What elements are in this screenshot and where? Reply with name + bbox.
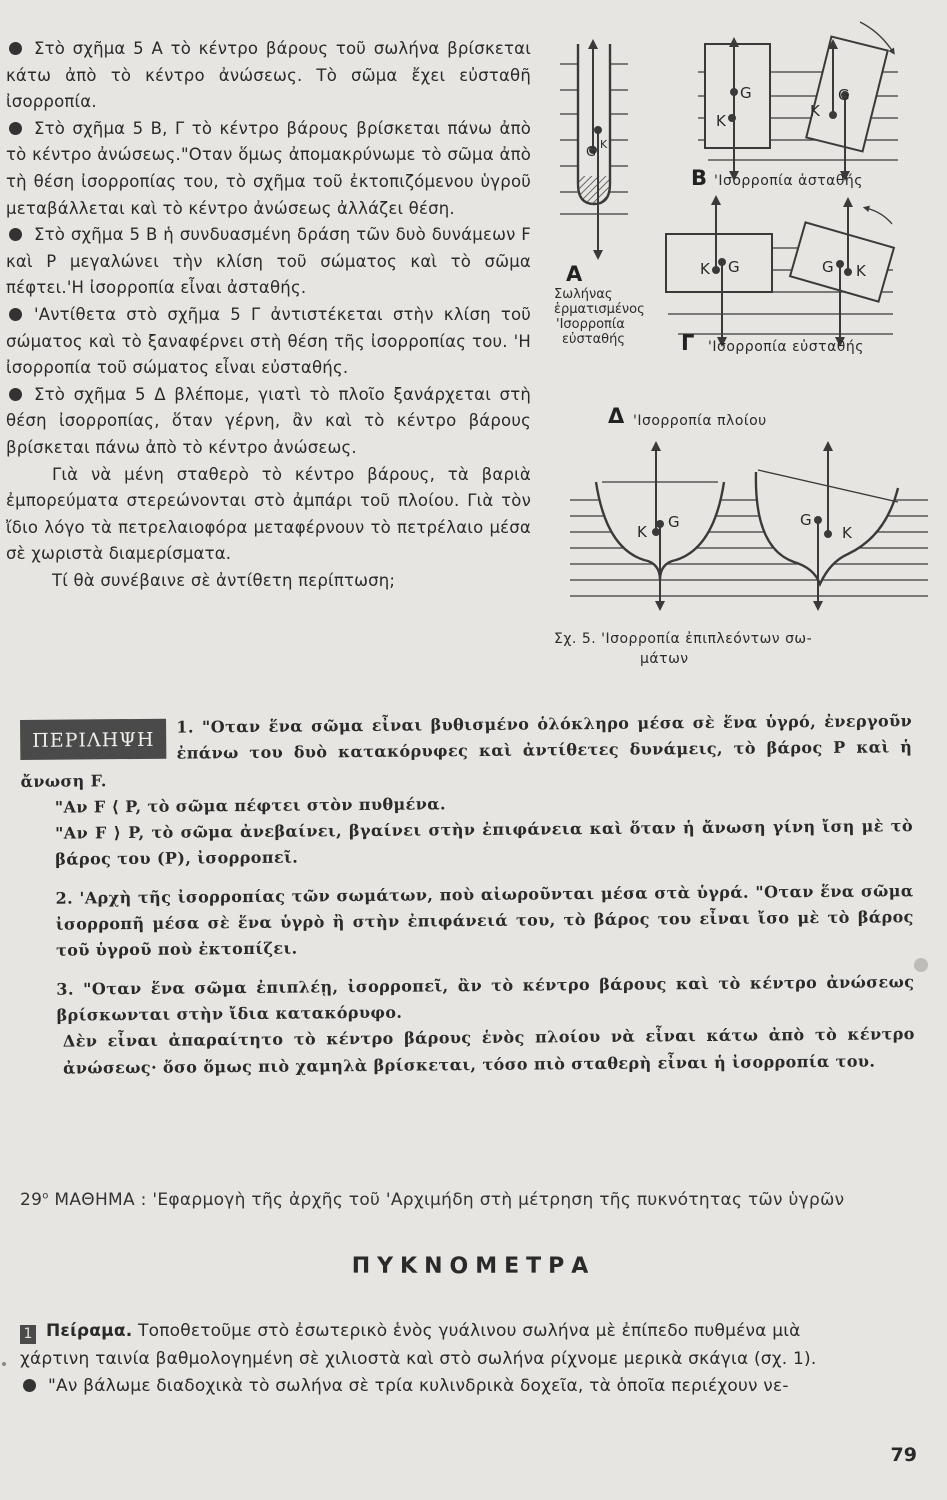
label-g: G — [838, 86, 850, 104]
summary-badge: ΠΕΡΙΛΗΨΗ — [20, 719, 167, 761]
caption-c: 'Ισορροπία εὐσταθής — [708, 339, 864, 355]
summary-item-1a: "Αν F ⟨ P, τὸ σῶμα πέφτει στὸν πυθμένα. — [54, 794, 446, 817]
figure-caption: μάτων — [640, 651, 689, 667]
caption-a: 'Ισορροπία — [556, 317, 625, 332]
intro-paragraph: Στὸ σχῆμα 5 Α τὸ κέντρο βάρους τοῦ σωλήνα βρίσκεται κάτω ἀπὸ τὸ κέντρο ἀνώσεως. Τὸ σῶμα ἔχει εὐσταθῆ ἰσορροπία. — [6, 39, 531, 112]
intro-paragraph: Στὸ σχῆμα 5 Δ βλέπομε, γιατὶ τὸ πλοῖο ξανάρχεται στὴ θέση ἰσορροπίας, ὅταν γέρνη, ἂν καὶ τὸ κέντρο βάρους βρίσκεται πάνω ἀπὸ τὸ κέντρο ἀνώσεως. — [6, 384, 531, 457]
experiment-section — [20, 1318, 920, 1401]
experiment-line: 1 Πείραμα. Τοποθετοῦμε στὸ ἐσωτερικὸ ἑνὸς γυάλινου σωλήνα μὲ ἐπίπεδο πυθμένα μιὰ — [20, 1318, 920, 1346]
bullet-icon — [9, 388, 22, 401]
summary-item-3: 3. "Οταν ἕνα σῶμα ἐπιπλέῃ, ἰσορροπεῖ, ἂν τὸ κέντρο βάρους καὶ τὸ κέντρο ἀνώσεως βρίσκωνται στὴν ἴδια κατακόρυφο. — [56, 971, 915, 1025]
label-k: K — [842, 524, 852, 542]
summary-item-3b: Δὲν εἶναι ἀπαραίτητο τὸ κέντρο βάρους ἑνὸς πλοίου νὰ εἶναι κάτω ἀπὸ τὸ κέντρο ἀνώσεως· ὅσο ὅμως πιὸ χαμηλὰ βρίσκεται, τόσο πιὸ σταθερὴ εἶναι ἡ ἰσορροπία του. — [62, 1024, 915, 1078]
figure-letter-c: Γ — [681, 331, 695, 355]
intro-question: Τί θὰ συνέβαινε σὲ ἀντίθετη περίπτωση; — [52, 570, 396, 590]
label-k: K — [637, 523, 647, 541]
bullet-icon — [9, 308, 22, 321]
label-k: K — [700, 260, 710, 278]
experiment-number-badge: 1 — [20, 1325, 36, 1344]
label-k: K — [856, 262, 866, 280]
page-number: 79 — [890, 1444, 917, 1466]
experiment-label: Πείραμα. — [46, 1321, 133, 1341]
caption-a: ἑρματισμένος — [554, 302, 645, 317]
page-mark — [2, 1362, 6, 1366]
label-g: G — [728, 258, 740, 276]
experiment-line: "Αν βάλωμε διαδοχικὰ τὸ σωλήνα σὲ τρία κυλινδρικὰ δοχεῖα, τὰ ὁποῖα περιέχουν νε- — [20, 1373, 920, 1401]
bullet-icon — [23, 1379, 36, 1392]
intro-paragraph: 'Αντίθετα στὸ σχῆμα 5 Γ ἀντιστέκεται στὴν κλίση τοῦ σώματος καὶ τὸ ξαναφέρνει στὴ θέση τῆς ἰσορροπίας του. 'Η ἰσορροπία τοῦ σώματος εἶναι εὐσταθής. — [6, 304, 531, 378]
bullet-icon — [9, 42, 22, 55]
figure-5 — [548, 0, 947, 680]
label-g: G — [800, 511, 812, 529]
intro-paragraph: Στὸ σχῆμα 5 Β ἡ συνδυασμένη δράση τῶν δυὸ δυνάμεων F καὶ P μεγαλώνει τὴν κλίση τοῦ σώματος καὶ τὸ σῶμα πέφτει.'Η ἰσορροπία εἶναι ἀσταθής. — [6, 225, 531, 298]
figure-caption: Σχ. 5. 'Ισορροπία ἐπιπλεόντων σω- — [554, 631, 813, 647]
label-k: K — [716, 112, 726, 130]
caption-d: 'Ισορροπία πλοίου — [633, 413, 767, 429]
intro-paragraph: Γιὰ νὰ μένη σταθερὸ τὸ κέντρο βάρους, τὰ βαριὰ ἐμπορεύματα στερεώνονται στὸ ἀμπάρι τοῦ πλοίου. Γιὰ τὸν ἴδιο λόγο τὰ πετρελαιοφόρα μεταφέρνουν τὸ πετρέλαιο μέσα σὲ χωριστὰ διαμερίσματα. — [6, 464, 531, 564]
summary-item-1: ΠΕΡΙΛΗΨΗ 1. "Οταν ἕνα σῶμα εἶναι βυθισμένο ὁλόκληρο μέσα σὲ ἕνα ὑγρό, ἐνεργοῦν ἐπάνω του δυὸ κατακόρυφες καὶ ἀντίθετες δυνάμεις, τὸ βάρος P καὶ ἡ ἄνωση F. — [20, 711, 913, 791]
lesson-heading: $29^o$ ΜΑΘΗΜΑ : 'Εφαρμογὴ τῆς ἀρχῆς τοῦ 'Αρχιμήδη στὴ μέτρηση τῆς πυκνότητας τῶν ὑγρῶν — [20, 1190, 845, 1210]
label-k: K — [600, 138, 608, 151]
label-g: G — [586, 145, 597, 160]
label-k: K — [810, 102, 820, 120]
summary-section — [20, 708, 915, 1082]
bullet-icon — [9, 228, 22, 241]
experiment-line: χάρτινη ταινία βαθμολογημένη σὲ χιλιοστὰ καὶ στὸ σωλήνα ρίχνομε μερικὰ σκάγια (σχ. 1). — [20, 1348, 817, 1369]
label-g: G — [822, 258, 834, 276]
label-g: G — [740, 84, 752, 102]
intro-text-column — [6, 36, 531, 594]
summary-item-1b: "Αν F ⟩ P, τὸ σῶμα ἀνεβαίνει, βγαίνει στὴν ἐπιφάνεια καὶ ὅταν ἡ ἄνωση γίνη ἴση μὲ τὸ βάρος του (P), ἰσορροπεῖ. — [54, 816, 914, 870]
caption-a: εὐσταθής — [562, 332, 626, 347]
section-title: ΠΥΚΝΟΜΕΤΡΑ — [351, 1254, 596, 1279]
label-g: G — [668, 513, 680, 531]
diagram-d — [570, 446, 928, 606]
bullet-icon — [9, 122, 22, 135]
figure-letter-a: A — [566, 262, 583, 286]
diagram-b — [698, 22, 898, 176]
figure-letter-d: Δ — [608, 404, 625, 428]
caption-a: Σωλήνας — [554, 287, 613, 302]
intro-paragraph: Στὸ σχῆμα 5 Β, Γ τὸ κέντρο βάρους βρίσκεται πάνω ἀπὸ τὸ κέντρο ἀνώσεως."Οταν ὅμως ἀπομακρύνωμε τὸ σῶμα ἀπὸ τὴ θέση ἰσορροπίας του, τὸ σχῆμα τοῦ ἐκτοπιζόμενου ὑγροῦ μεταβάλλεται καὶ τὸ κέντρο ἀνώσεως ἀλλάζει θέση. — [6, 118, 531, 218]
caption-b: 'Ισορροπία ἀσταθής — [714, 173, 864, 189]
summary-item-2: 2. 'Αρχὴ τῆς ἰσορροπίας τῶν σωμάτων, ποὺ αἰωροῦνται μέσα στὰ ὑγρά. "Οταν ἕνα σῶμα ἰσορροπῆ μέσα σὲ ἕνα ὑγρὸ ἢ στὴν ἐπιφάνειά του, τὸ βάρος του εἶναι ἴσο μὲ τὸ βάρος τοῦ ὑγροῦ ποὺ ἐκτοπίζει. — [55, 880, 914, 961]
figure-letter-b: B — [691, 166, 708, 190]
page-mark — [914, 958, 928, 972]
